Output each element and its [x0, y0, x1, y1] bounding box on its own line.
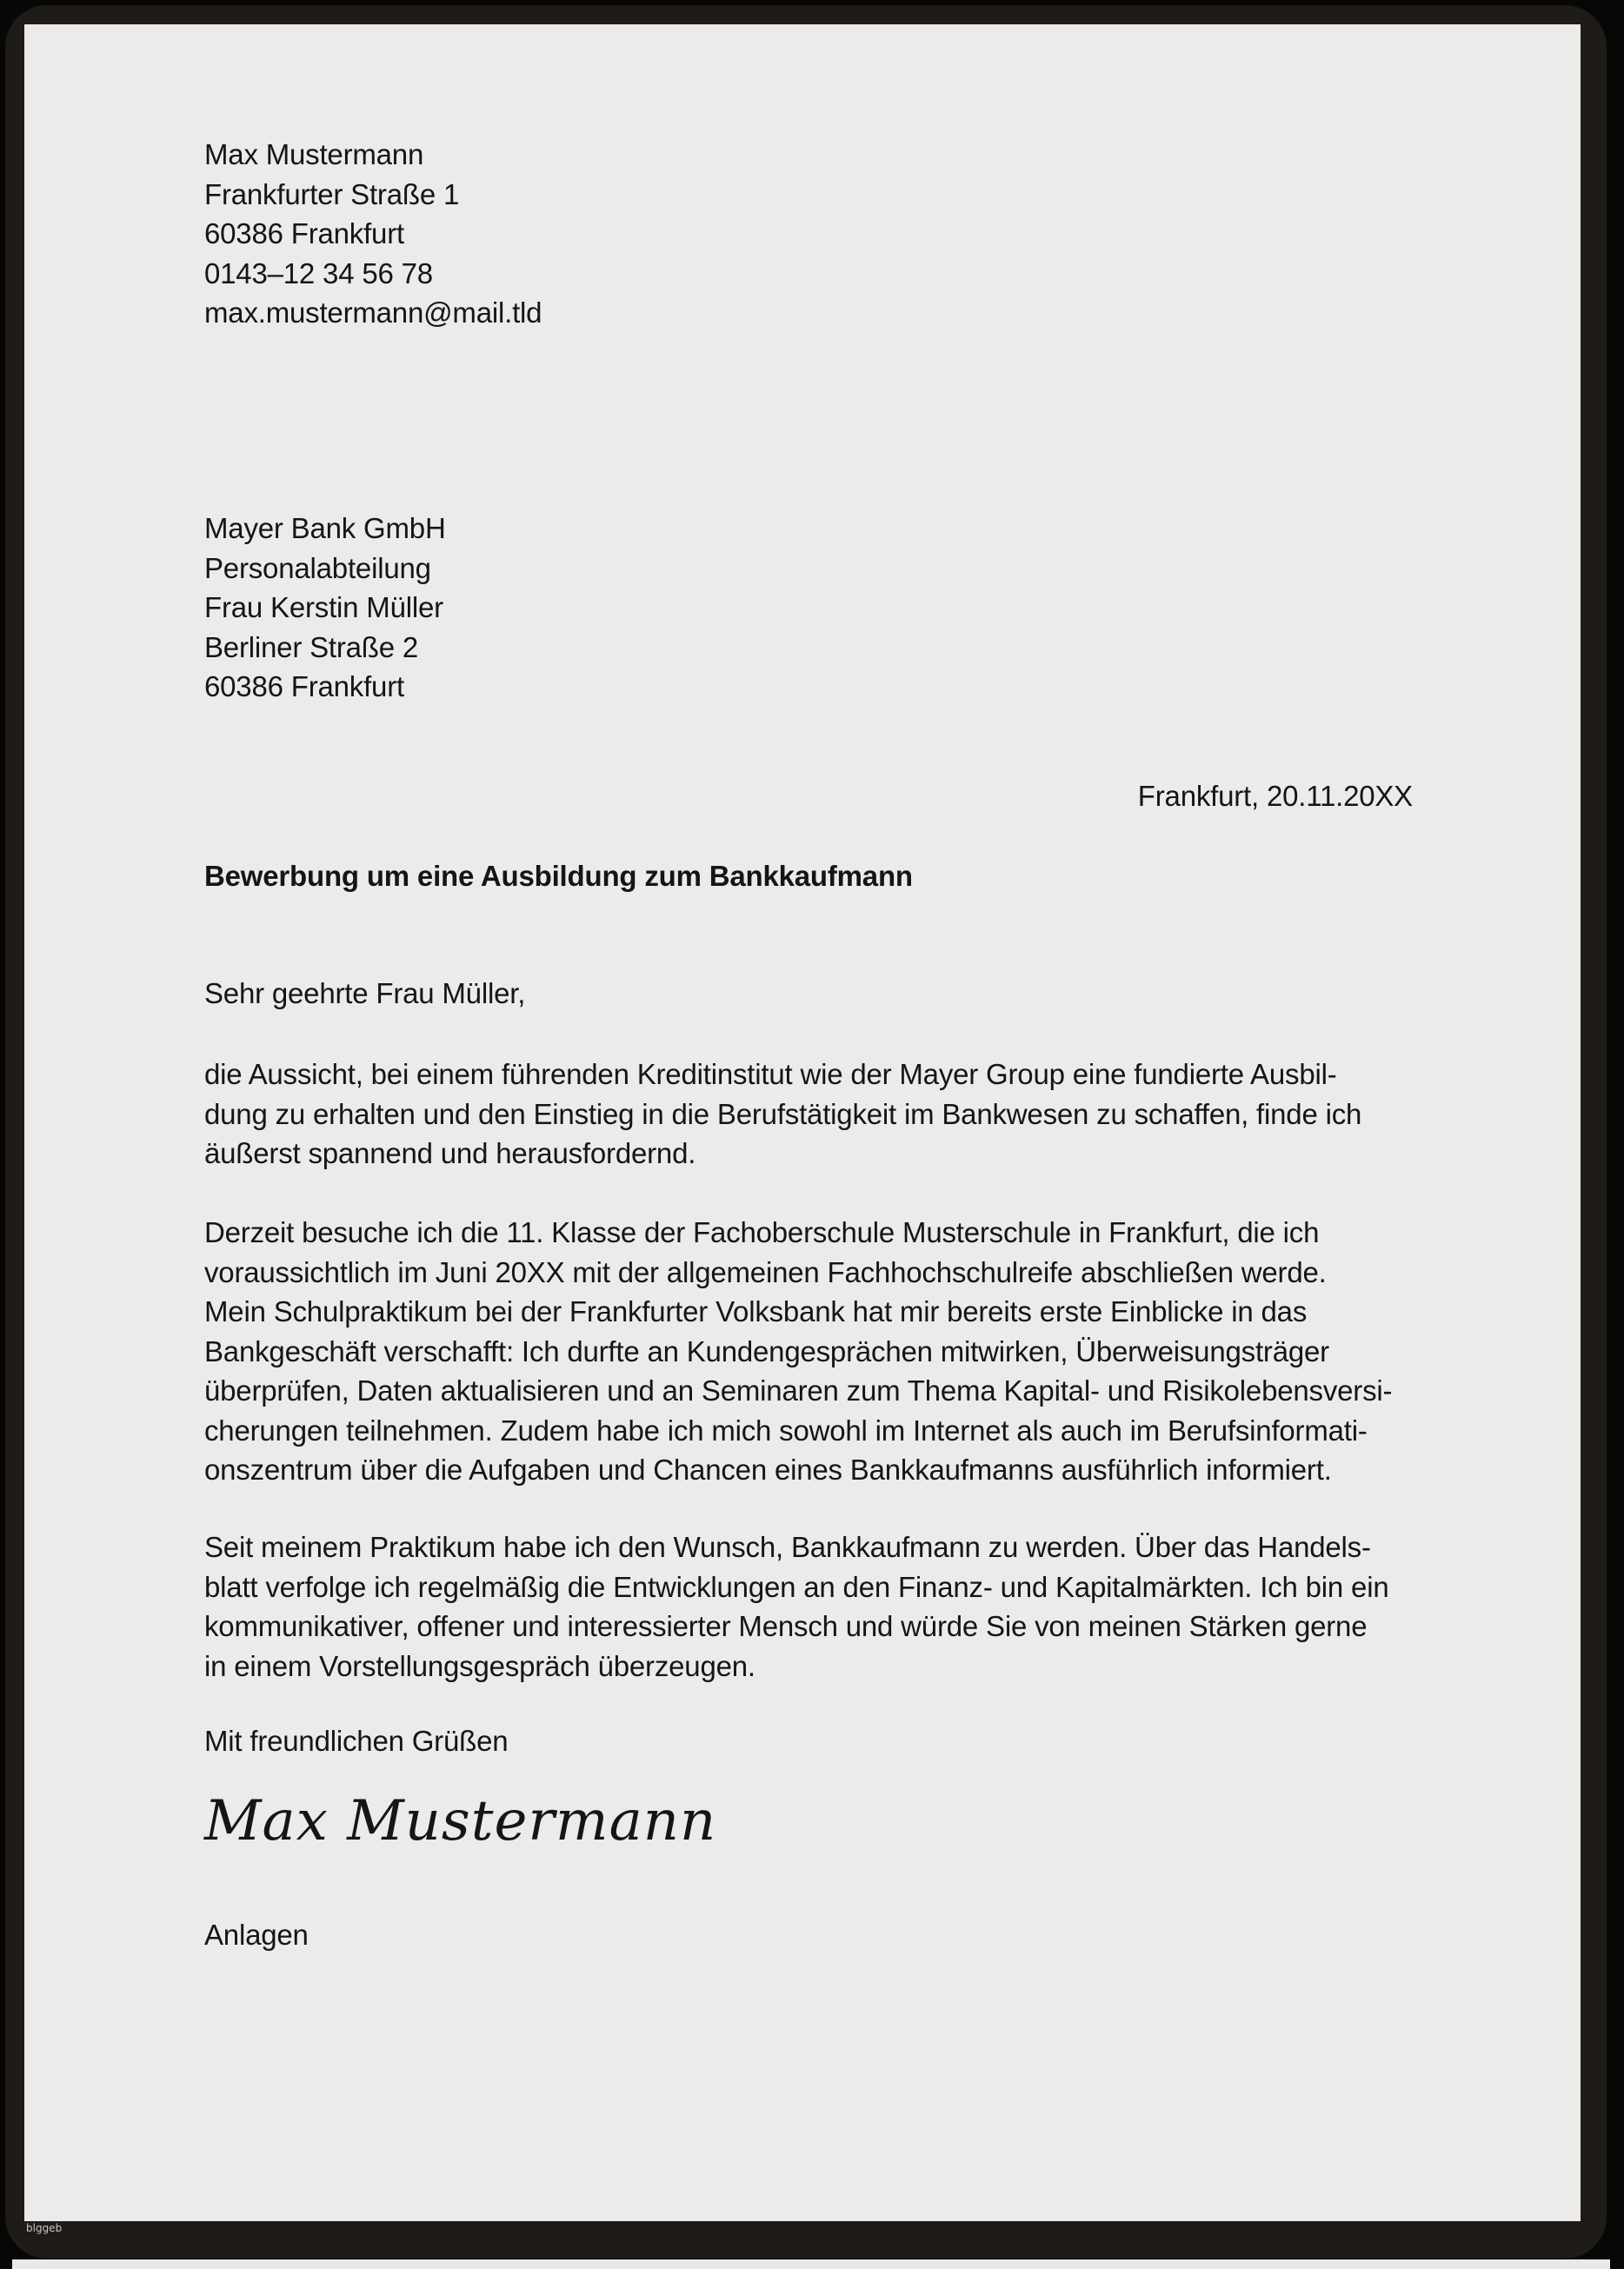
body-paragraph-2: [204, 1213, 1413, 1490]
paragraph-line: onszentrum über die Aufgaben und Chancen eines Bankkaufmanns ausführlich informiert.: [204, 1454, 1332, 1486]
recipient-block: [204, 509, 1413, 707]
recipient-street: Berliner Straße 2: [204, 630, 419, 663]
paragraph-line: die Aussicht, bei einem führenden Kreditinstitut wie der Mayer Group eine fundierte Ausbil-: [204, 1058, 1337, 1090]
paragraph-line: Bankgeschäft verschafft: Ich durfte an Kundengesprächen mitwirken, Überweisungsträger: [204, 1334, 1329, 1367]
signature: Max Mustermann: [204, 1789, 717, 1853]
sender-name: Max Mustermann: [204, 138, 424, 170]
paragraph-line: blatt verfolge ich regelmäßig die Entwicklungen an den Finanz- und Kapitalmärkten. Ich bin ein: [204, 1570, 1389, 1603]
sender-phone: 0143–12 34 56 78: [204, 256, 433, 289]
sender-email: max.mustermann@mail.tld: [204, 296, 542, 329]
paragraph-line: in einem Vorstellungsgespräch überzeugen.: [204, 1649, 755, 1682]
paragraph-line: Seit meinem Praktikum habe ich den Wunsch, Bankkaufmann zu werden. Über das Handels-: [204, 1531, 1371, 1563]
date-line: Frankfurt, 20.11.20XX: [1137, 780, 1413, 812]
recipient-contact: Frau Kerstin Müller: [204, 591, 443, 623]
recipient-company: Mayer Bank GmbH: [204, 512, 446, 544]
paragraph-line: überprüfen, Daten aktualisieren und an Seminaren zum Thema Kapital- und Risikolebensversi-: [204, 1374, 1393, 1407]
sender-street: Frankfurter Straße 1: [204, 177, 460, 210]
body-paragraph-3: [204, 1527, 1413, 1686]
paragraph-line: Derzeit besuche ich die 11. Klasse der Fachoberschule Musterschule in Frankfurt, die ich: [204, 1216, 1320, 1248]
letter-page: [24, 24, 1581, 2221]
recipient-city: 60386 Frankfurt: [204, 670, 404, 702]
closing-line: Mit freundlichen Grüßen: [204, 1725, 509, 1757]
salutation: Sehr geehrte Frau Müller,: [204, 977, 526, 1009]
paragraph-line: Mein Schulpraktikum bei der Frankfurter Volksbank hat mir bereits erste Einblicke in das: [204, 1295, 1308, 1327]
sender-city: 60386 Frankfurt: [204, 217, 404, 250]
sender-block: [204, 135, 1413, 333]
paragraph-line: kommunikativer, offener und interessierter Mensch und würde Sie von meinen Stärken gerne: [204, 1610, 1368, 1642]
subject-line: Bewerbung um eine Ausbildung zum Bankkaufmann: [204, 860, 913, 892]
watermark: blggeb: [26, 2222, 63, 2234]
paragraph-line: äußerst spannend und herausfordernd.: [204, 1137, 696, 1169]
enclosures-line: Anlagen: [204, 1919, 309, 1951]
paragraph-line: dung zu erhalten und den Einstieg in die Berufstätigkeit im Bankwesen zu schaffen, finde ich: [204, 1097, 1362, 1130]
paragraph-line: cherungen teilnehmen. Zudem habe ich mich sowohl im Internet als auch im Berufsinformati-: [204, 1414, 1368, 1447]
paper-sheet-edge: [12, 2259, 1610, 2269]
recipient-department: Personalabteilung: [204, 551, 431, 584]
body-paragraph-1: [204, 1055, 1413, 1174]
paragraph-line: voraussichtlich im Juni 20XX mit der allgemeinen Fachhochschulreife abschließen werde.: [204, 1255, 1327, 1288]
